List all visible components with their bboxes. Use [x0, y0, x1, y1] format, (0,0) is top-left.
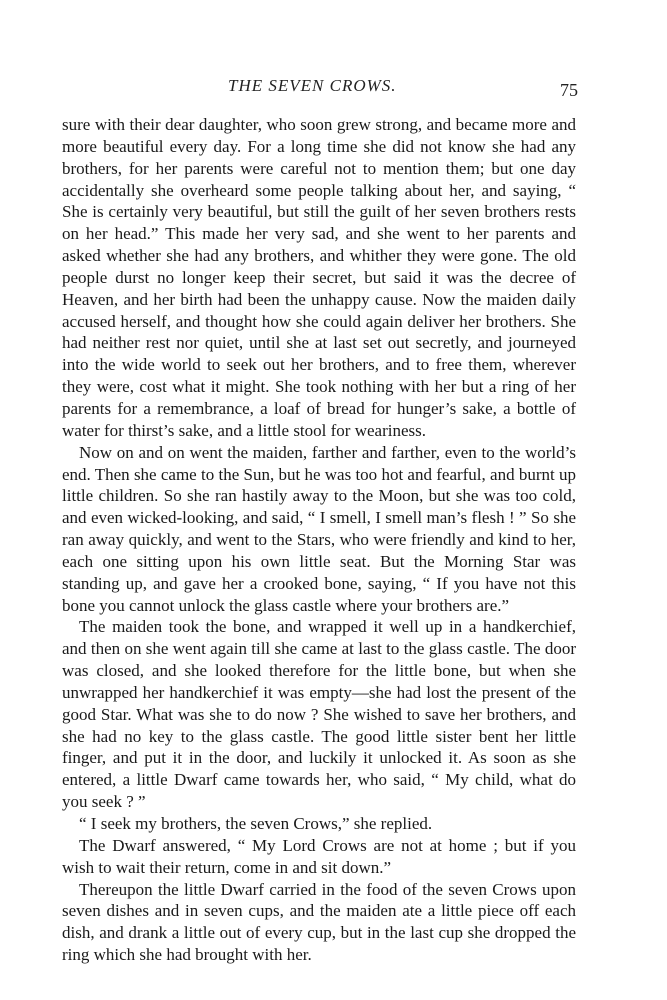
paragraph: sure with their dear daughter, who soon grew strong, and became more and more beautiful every day. For a long time she did not know she had any brothers, for her parents were careful not to mention them; but one day accidentally she overheard some people talking about her, and saying, “ She is certainly very beautiful, but still the guilt of her seven brothers rests on her head.” This made her very sad, and she went to her parents and asked whether she had any brothers, and whither they were gone. The old people durst no longer keep their secret, but said it was the decree of Heaven, and her birth had been the unhappy cause. Now the maiden daily accused herself, and thought how she could again deliver her brothers. She had neither rest nor quiet, until she at last set out secretly, and journeyed into the wide world to seek out her brothers, and to free them, wherever they were, cost what it might. She took nothing with her but a ring of her parents for a remembrance, a loaf of bread for hunger’s sake, a bottle of water for thirst’s sake, and a little stool for weariness. [62, 115, 576, 440]
paragraph: Now on and on went the maiden, farther and farther, even to the world’s end. Then she came to the Sun, but he was too hot and fearful, and burnt up little children. So she ran hastily away to the Moon, but she was too cold, and even wicked-looking, and said, “ I smell, I smell man’s flesh ! ” So she ran away quickly, and went to the Stars, who were friendly and kind to her, each one sitting upon his own little seat. But the Morning Star was standing up, and gave her a crooked bone, saying, “ If you have not this bone you cannot unlock the glass castle where your brothers are.” [62, 442, 576, 615]
paragraph: The Dwarf answered, “ My Lord Crows are not at home ; but if you wish to wait their return, come in and sit down.” [62, 835, 576, 877]
page-number: 75 [560, 80, 578, 100]
running-title: THE SEVEN CROWS. [228, 76, 397, 95]
paragraph: “ I seek my brothers, the seven Crows,” she replied. [79, 814, 433, 833]
paragraph: Thereupon the little Dwarf carried in the food of the seven Crows upon seven dishes and in seven cups, and the maiden ate a little piece off each dish, and drank a little out of every cup, but in the last cup she dropped the ring which she had brought with her. [62, 879, 576, 965]
body-text [62, 114, 576, 966]
paragraph: The maiden took the bone, and wrapped it well up in a handkerchief, and then on she went again till she came at last to the glass castle. The door was closed, and she looked therefore for the little bone, but when she unwrapped her handkerchief it was empty—she had lost the present of the good Star. What was she to do now ? She wished to save her brothers, and she had no key to the glass castle. The good little sister bent her little finger, and put it in the door, and luckily it unlocked it. As soon as she entered, a little Dwarf came towards her, who said, “ My child, what do you seek ? ” [62, 617, 576, 812]
